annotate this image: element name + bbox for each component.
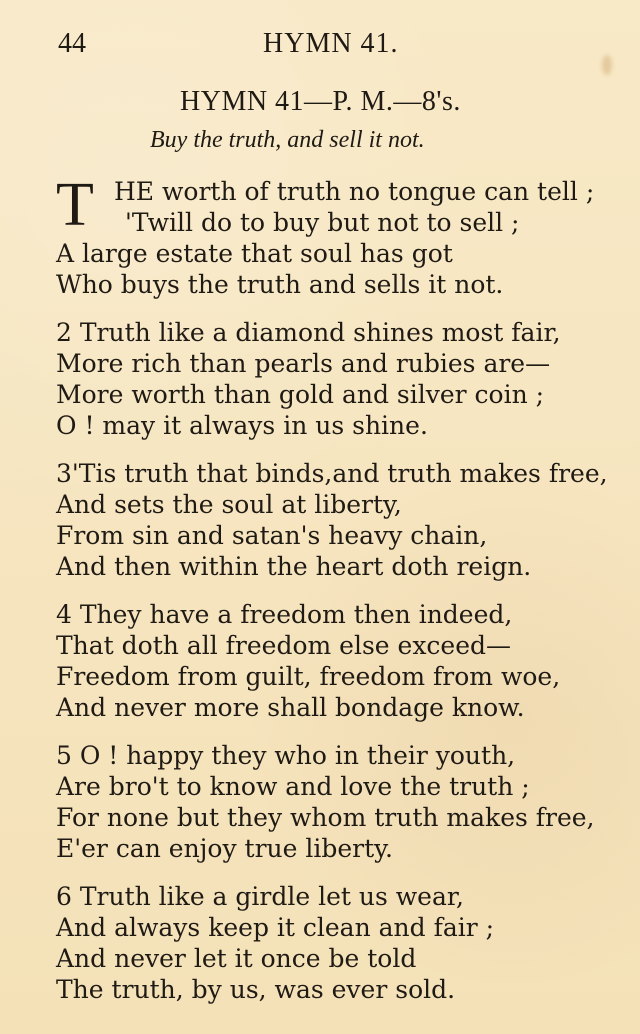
stanza-1-line-3: A large estate that soul has got <box>56 239 453 268</box>
stanza-6-line-3: And never let it once be told <box>56 944 417 973</box>
stanza-5 <box>56 740 616 864</box>
stanza-1-line-4: Who buys the truth and sells it not. <box>56 270 504 299</box>
hymn-title: HYMN 41—P. M.—8's. <box>180 86 461 117</box>
stanza-3-line-1: 3'Tis truth that binds,and truth makes free, <box>56 459 608 488</box>
stanza-3-line-3: From sin and satan's heavy chain, <box>56 521 488 550</box>
stanza-2-line-1: 2 Truth like a diamond shines most fair, <box>56 318 561 347</box>
stanza-2-line-2: More rich than pearls and rubies are— <box>56 349 551 378</box>
stanza-4-line-1: 4 They have a freedom then indeed, <box>56 600 513 629</box>
stanza-1-line-1: HE worth of truth no tongue can tell ; <box>114 177 595 206</box>
stanza-3-line-4: And then within the heart doth reign. <box>56 552 532 581</box>
stanza-3 <box>56 458 616 582</box>
stanza-1 <box>56 171 616 300</box>
stanza-2 <box>56 317 616 441</box>
stanza-4-line-3: Freedom from guilt, freedom from woe, <box>56 662 561 691</box>
hymn-subtitle: Buy the truth, and sell it not. <box>150 127 425 153</box>
stanza-4-line-2: That doth all freedom else exceed— <box>56 631 512 660</box>
stanza-2-line-3: More worth than gold and silver coin ; <box>56 380 545 409</box>
running-title: HYMN 41. <box>263 28 399 59</box>
stanza-5-line-2: Are bro't to know and love the truth ; <box>56 772 530 801</box>
stanza-5-line-4: E'er can enjoy true liberty. <box>56 834 393 863</box>
drop-cap: T <box>56 171 94 239</box>
stanza-1-line-2: 'Twill do to buy but not to sell ; <box>125 208 520 237</box>
stanza-6-line-4: The truth, by us, was ever sold. <box>56 975 456 1004</box>
stanza-4 <box>56 599 616 723</box>
page-header <box>58 28 582 64</box>
stanza-3-line-2: And sets the soul at liberty, <box>56 490 402 519</box>
page-number: 44 <box>58 28 86 59</box>
stanza-5-line-3: For none but they whom truth makes free, <box>56 803 595 832</box>
hymn-text <box>56 171 616 1022</box>
stanza-6 <box>56 881 616 1005</box>
stanza-4-line-4: And never more shall bondage know. <box>56 693 525 722</box>
paper-stain <box>602 55 612 75</box>
stanza-6-line-2: And always keep it clean and fair ; <box>56 913 495 942</box>
stanza-6-line-1: 6 Truth like a girdle let us wear, <box>56 882 465 911</box>
stanza-2-line-4: O ! may it always in us shine. <box>56 411 428 440</box>
stanza-5-line-1: 5 O ! happy they who in their youth, <box>56 741 516 770</box>
